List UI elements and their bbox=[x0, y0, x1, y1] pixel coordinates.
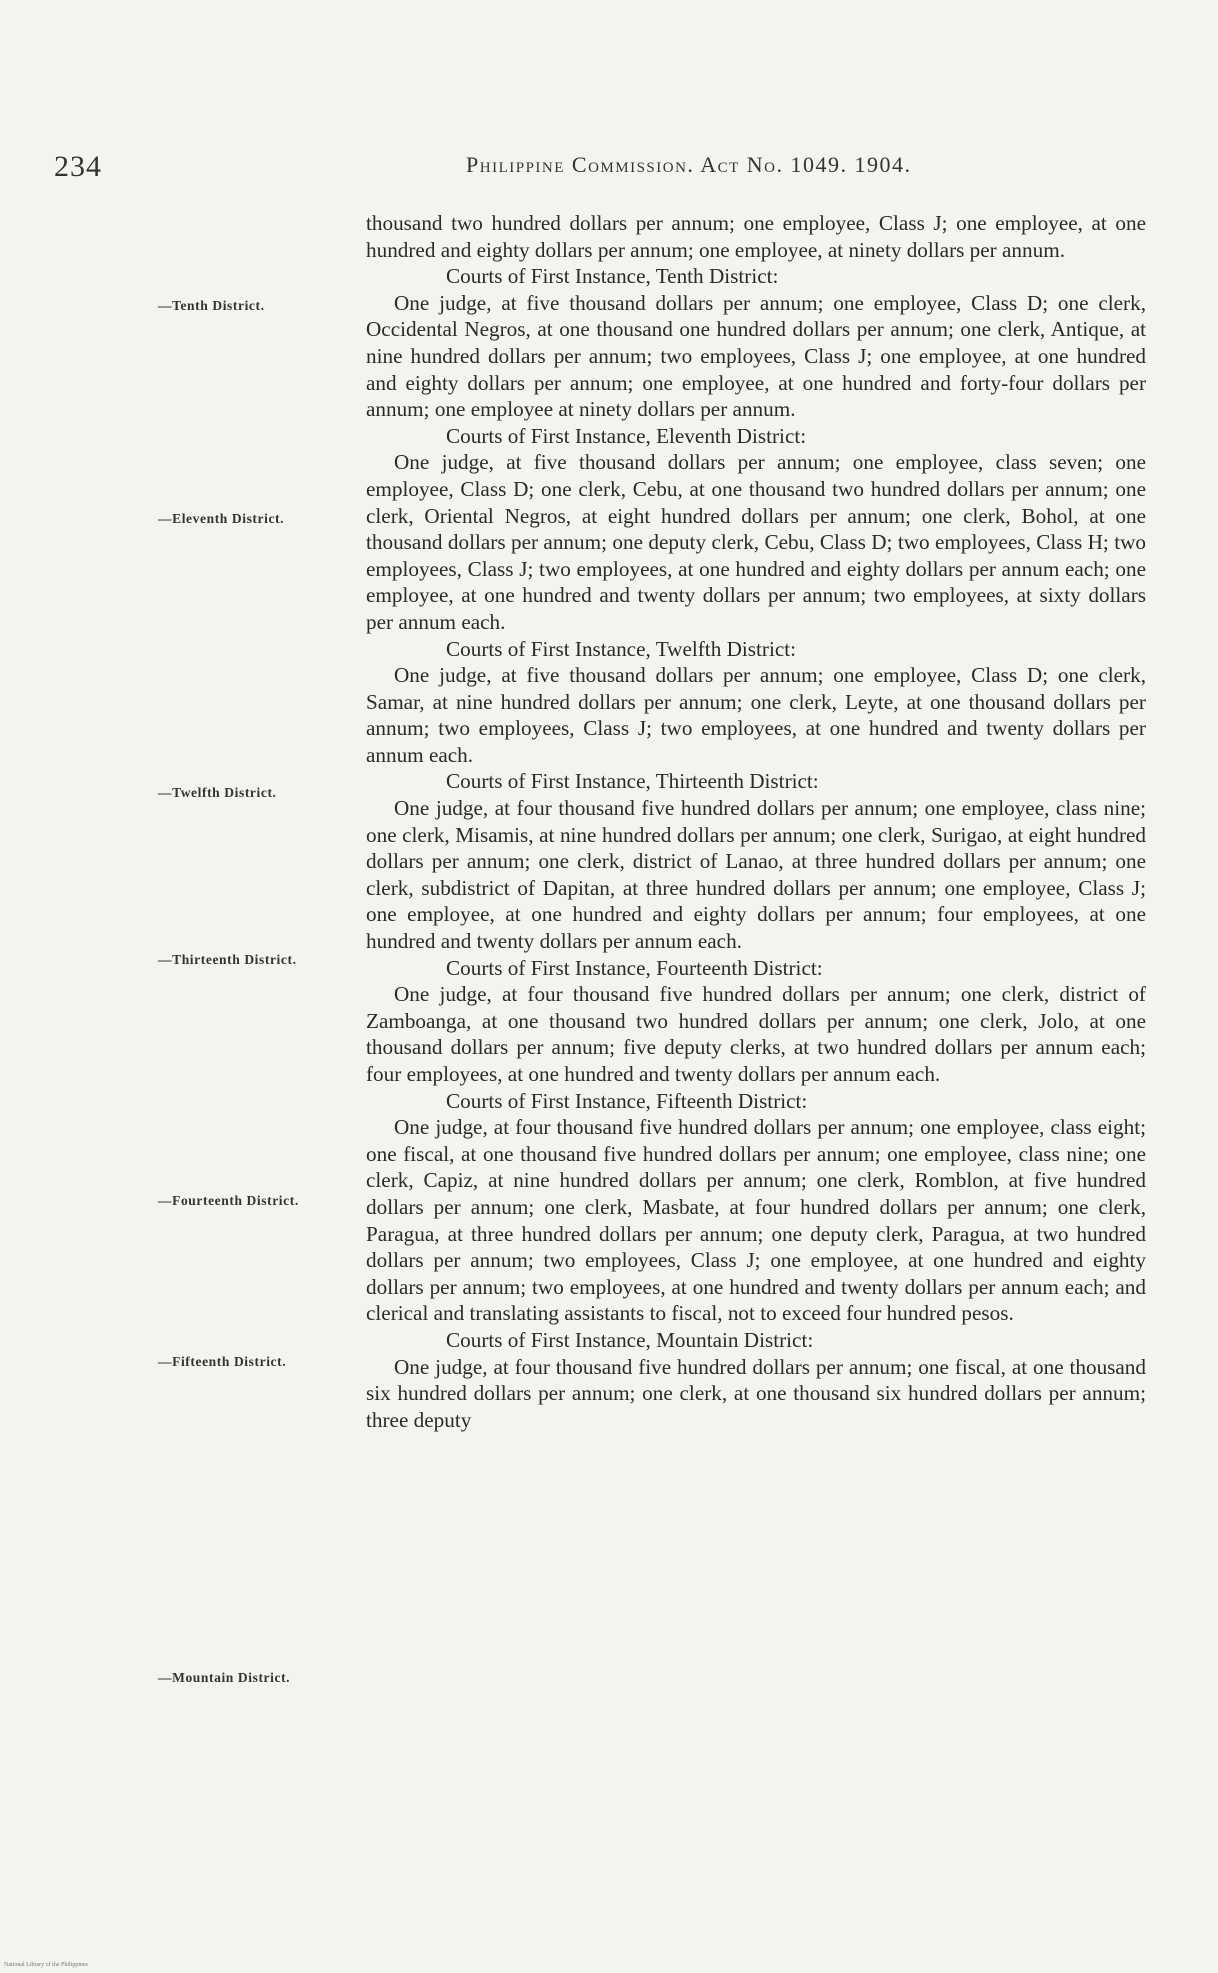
fourteenth-district-heading: Courts of First Instance, Fourteenth District: bbox=[446, 955, 823, 980]
body-text bbox=[366, 210, 1146, 1433]
mountain-district-paragraph: One judge, at four thousand five hundred dollars per annum; one fiscal, at one thousand six hundred dollars per annum; one clerk, at one thousand six hundred dollars per annum; three deputy bbox=[366, 1354, 1146, 1432]
footer-credit: National Library of the Philippines bbox=[4, 1962, 88, 1968]
margin-note-thirteenth-district: —Thirteenth District. bbox=[158, 952, 297, 967]
margin-note-fifteenth-district: —Fifteenth District. bbox=[158, 1354, 287, 1369]
twelfth-district-paragraph: One judge, at five thousand dollars per annum; one employee, Class D; one clerk, Samar, at nine hundred dollars per annum; one clerk, Leyte, at one thousand dollars per annum; two employees, Class J; two employees, at one hundred and twenty dollars per annum each. bbox=[366, 663, 1146, 767]
thirteenth-district-paragraph: One judge, at four thousand five hundred dollars per annum; one employee, class nine; one clerk, Misamis, at nine hundred dollars per annum; one clerk, Surigao, at eight hundred dollars per annum; one clerk, district of Lanao, at three hundred dollars per annum; one clerk, subdistrict of Dapitan, at three hundred dollars per annum; one employee, Class J; one employee, at one hundred and eighty dollars per annum; four employees, at one hundred and twenty dollars per annum each. bbox=[366, 796, 1146, 954]
margin-note-mountain-district: —Mountain District. bbox=[158, 1670, 291, 1685]
margin-note-fourteenth-district: —Fourteenth District. bbox=[158, 1193, 299, 1208]
mountain-district-heading: Courts of First Instance, Mountain District: bbox=[446, 1327, 814, 1352]
running-head: Philippine Commission. Act No. 1049. 1904. bbox=[466, 152, 912, 177]
margin-note-twelfth-district: —Twelfth District. bbox=[158, 785, 277, 800]
margin-note-tenth-district: —Tenth District. bbox=[158, 298, 265, 313]
fifteenth-district-paragraph: One judge, at four thousand five hundred dollars per annum; one employee, class eight; one fiscal, at one thousand five hundred dollars per annum; one employee, class nine; one clerk, Capiz, at nine hundred dollars per annum; one clerk, Romblon, at five hundred dollars per annum; one clerk, Masbate, at four hundred dollars per annum; one clerk, Paragua, at three hundred dollars per annum; one deputy clerk, Paragua, at two hundred dollars per annum; two employees, Class J; one employee, at one hundred and eighty dollars per annum; two employees, at one hundred and twenty dollars per annum each; and clerical and translating assistants to fiscal, not to exceed four hundred pesos. bbox=[366, 1115, 1146, 1326]
fourteenth-district-paragraph: One judge, at four thousand five hundred dollars per annum; one clerk, district of Zamboanga, at one thousand two hundred dollars per annum; one clerk, Jolo, at one thousand dollars per annum; five deputy clerks, at two hundred dollars per annum each; four employees, at one hundred and twenty dollars per annum each. bbox=[366, 982, 1146, 1086]
continuation-paragraph: thousand two hundred dollars per annum; one employee, Class J; one employee, at one hundred and eighty dollars per annum; one employee, at ninety dollars per annum. bbox=[366, 211, 1146, 262]
thirteenth-district-heading: Courts of First Instance, Thirteenth District: bbox=[446, 769, 819, 794]
twelfth-district-heading: Courts of First Instance, Twelfth District: bbox=[446, 636, 797, 661]
tenth-district-paragraph: One judge, at five thousand dollars per annum; one employee, Class D; one clerk, Occidental Negros, at one thousand one hundred dollars per annum; one clerk, Antique, at nine hundred dollars per annum; two employees, Class J; one employee, at one hundred and eighty dollars per annum; one employee, at one hundred and forty-four dollars per annum; one employee at ninety dollars per annum. bbox=[366, 290, 1146, 422]
eleventh-district-paragraph: One judge, at five thousand dollars per annum; one employee, class seven; one employee, Class D; one clerk, Cebu, at one thousand two hundred dollars per annum; one clerk, Oriental Negros, at eight hundred dollars per annum; one clerk, Bohol, at one thousand dollars per annum; one deputy clerk, Cebu, Class D; two employees, Class H; two employees, Class J; two employees, at one hundred and eighty dollars per annum each; one employee, at one hundred and twenty dollars per annum; two employees, at sixty dollars per annum each. bbox=[366, 450, 1146, 634]
fifteenth-district-heading: Courts of First Instance, Fifteenth District: bbox=[446, 1088, 808, 1113]
eleventh-district-heading: Courts of First Instance, Eleventh District: bbox=[446, 423, 807, 448]
margin-note-eleventh-district: —Eleventh District. bbox=[158, 511, 285, 526]
page-number: 234 bbox=[54, 150, 102, 183]
tenth-district-heading: Courts of First Instance, Tenth District: bbox=[446, 264, 779, 289]
